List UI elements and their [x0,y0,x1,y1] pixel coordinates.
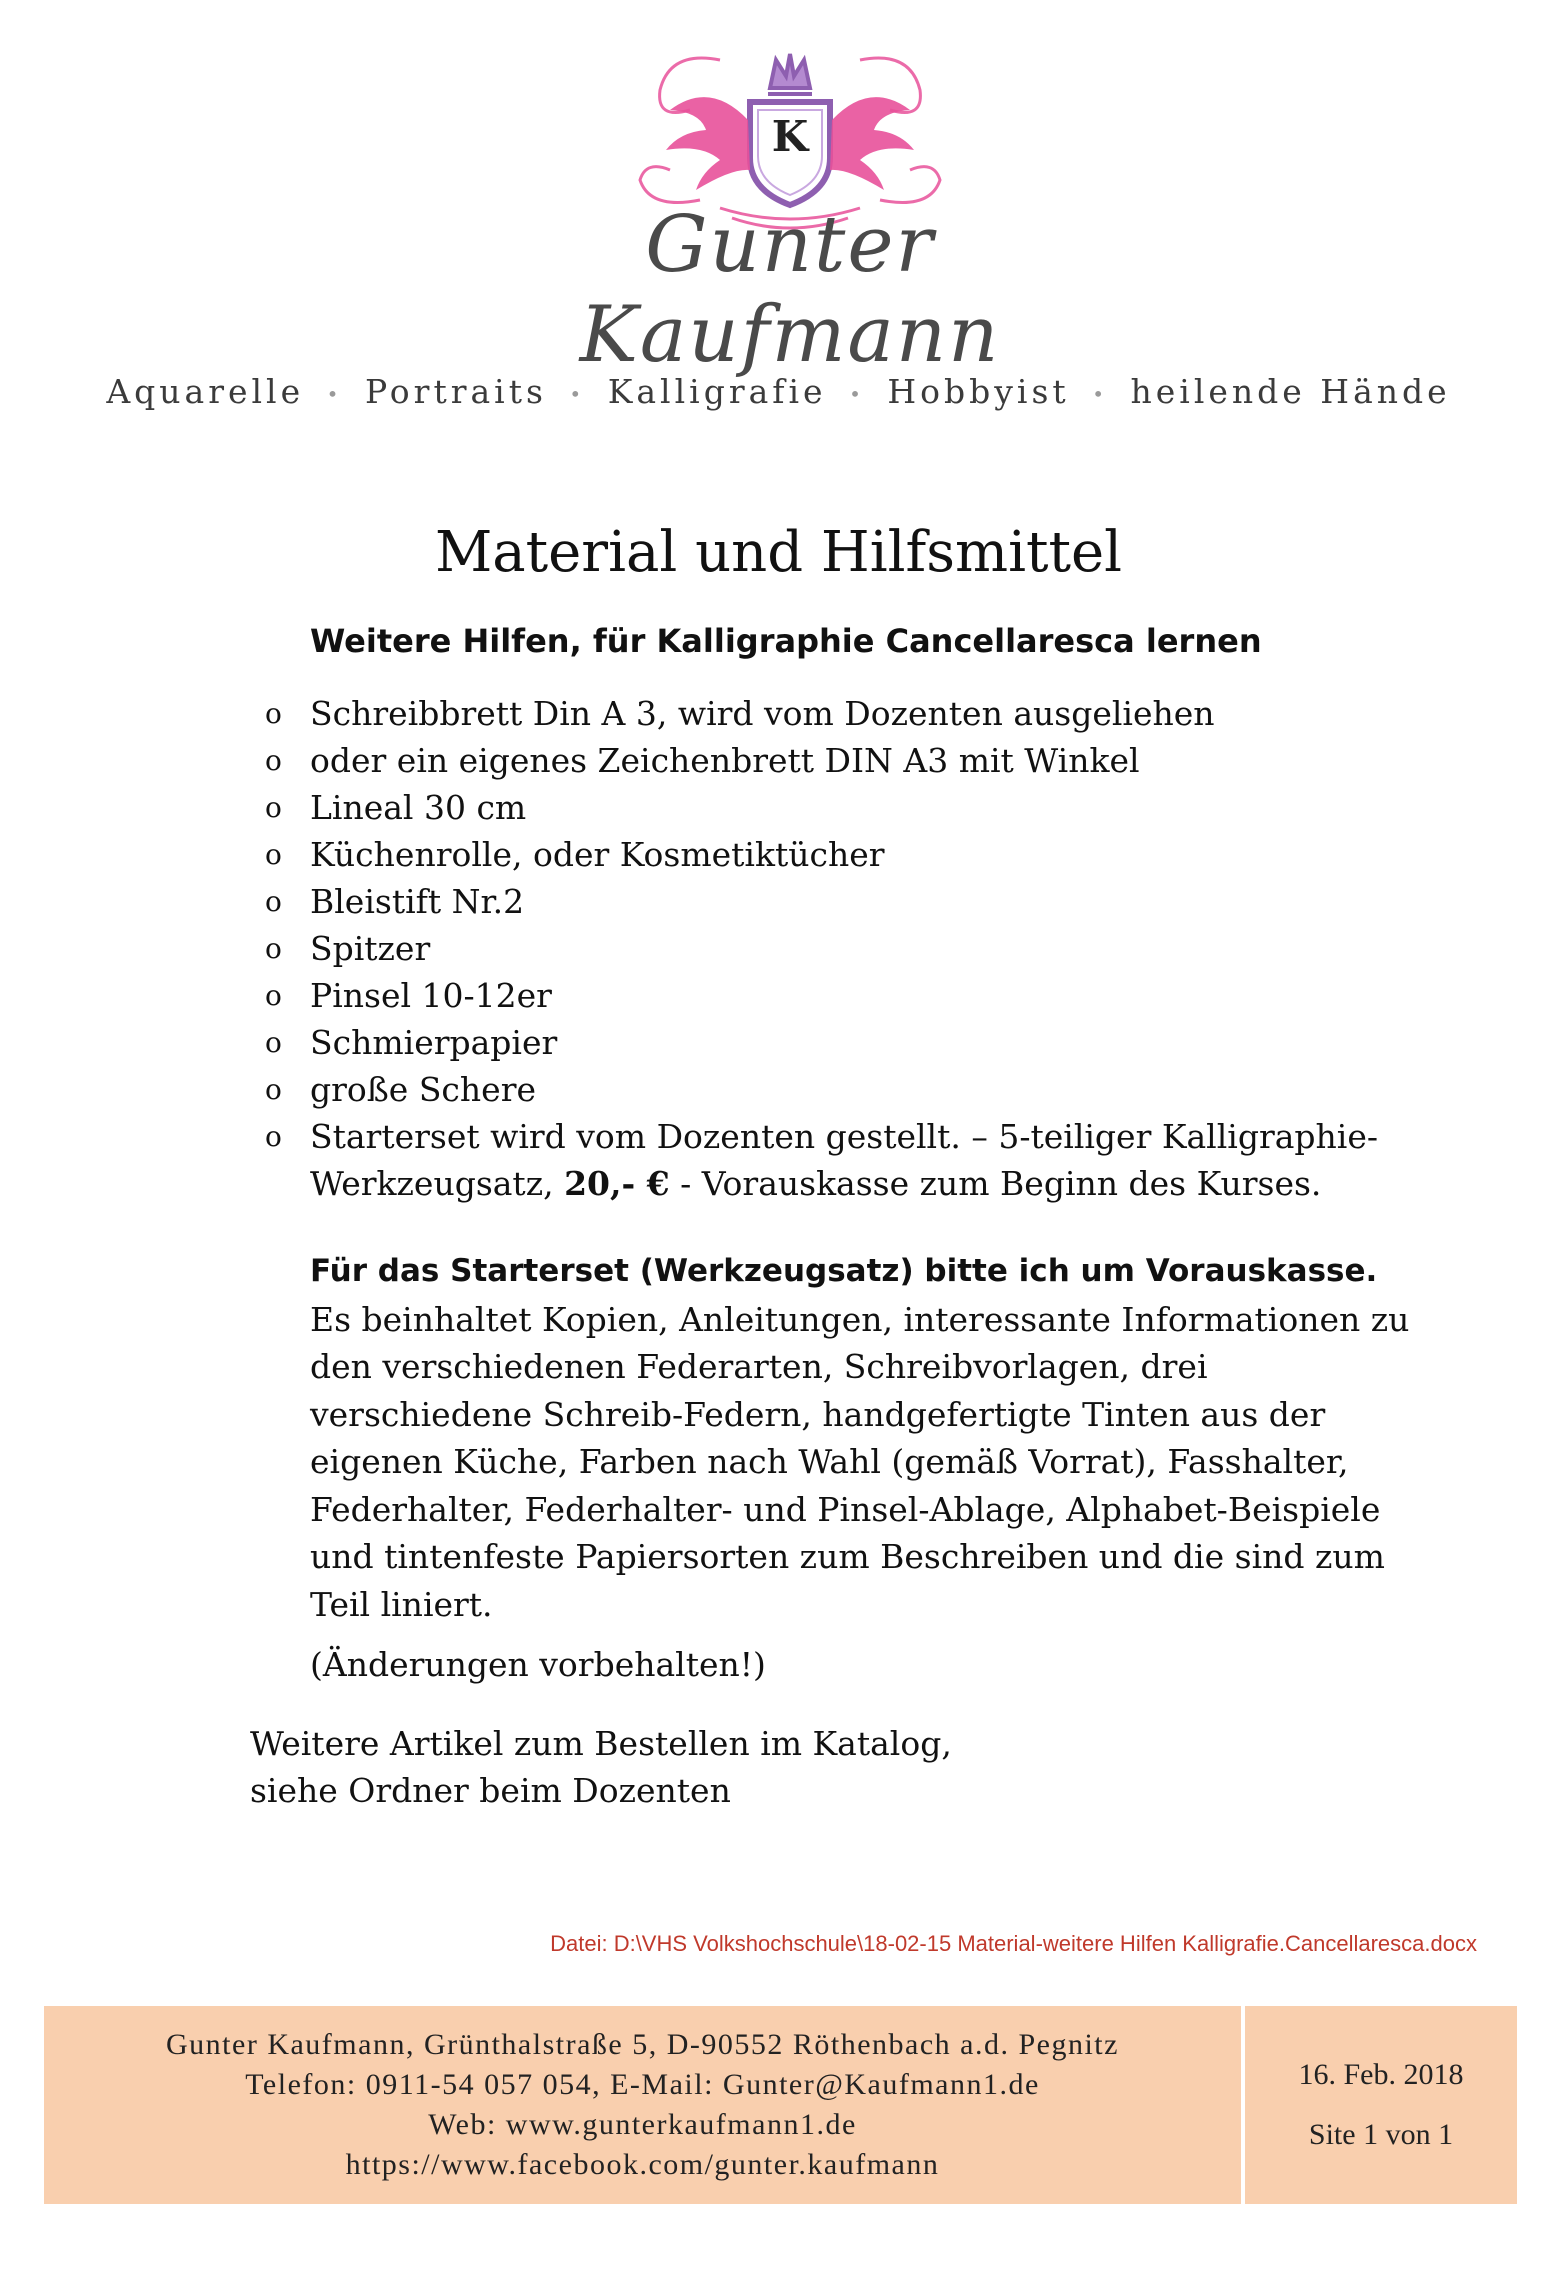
material-list [265,690,1415,1207]
catalog-note [250,1720,952,1814]
starterset-paragraph [310,1248,1420,1628]
list-item: o Küchenrolle, oder Kosmetiktücher [265,831,1415,878]
crest-logo [470,40,1110,380]
tagline-separator: • [326,382,343,406]
list-item: o Schreibbrett Din A 3, wird vom Dozenten ausgeliehen [265,690,1415,737]
list-item: o Bleistift Nr.2 [265,878,1415,925]
bullet-icon: o [265,838,282,871]
footer-date: 16. Feb. 2018 [1298,2058,1464,2091]
paragraph-line: den verschiedenen Federarten, Schreibvorlagen, drei [310,1347,1208,1386]
footer-web: Web: www.gunterkaufmann1.de [428,2108,857,2141]
catalog-line: siehe Ordner beim Dozenten [250,1771,731,1810]
bullet-icon: o [265,885,282,918]
paragraph-line: Federhalter, Federhalter- und Pinsel-Ablage, Alphabet-Beispiele [310,1489,1381,1529]
tagline-item: Portraits [364,372,547,411]
list-item: o Schmierpapier [265,1019,1415,1066]
paragraph-line: Teil liniert. [310,1584,493,1624]
footer-address: Gunter Kaufmann, Grünthalstraße 5, D-90552 Röthenbach a.d. Pegnitz [166,2028,1119,2061]
changes-note: (Änderungen vorbehalten!) [310,1645,766,1684]
tagline-separator: • [849,382,865,406]
list-item: o große Schere [265,1066,1415,1113]
footer-page: Site 1 von 1 [1308,2118,1454,2151]
tagline-item: Kalligrafie [607,372,827,411]
bullet-icon: o [265,979,282,1012]
paragraph-line: eigenen Küche, Farben nach Wahl (gemäß Vorrat), Fasshalter, [310,1442,1349,1481]
tagline-separator: • [1092,382,1108,406]
bullet-icon: o [265,1073,282,1106]
paragraph-lead: Für das Starterset (Werkzeugsatz) bitte ich um Vorauskasse. [310,1253,1378,1289]
footer [44,2006,1517,2204]
tagline-item: Hobbyist [887,372,1070,411]
page-title: Material und Hilfsmittel [434,520,1123,585]
footer-meta [1245,2006,1517,2204]
list-item: o oder ein eigenes Zeichenbrett DIN A3 mit Winkel [265,737,1415,784]
logo-monogram: K [771,112,809,161]
tagline-item: Aquarelle [106,372,305,411]
subtitle: Weitere Hilfen, für Kalligraphie Cancellaresca lernen [310,622,1262,660]
list-item: o Pinsel 10-12er [265,972,1415,1019]
logo-name-script: Gunter Kaufmann [579,200,1001,380]
bullet-icon: o [265,791,282,824]
catalog-line: Weitere Artikel zum Bestellen im Katalog, [250,1724,952,1763]
paragraph-line: verschiedene Schreib-Federn, handgefertigte Tinten aus der [310,1394,1326,1434]
paragraph-line: und tintenfeste Papiersorten zum Beschreiben und die sind zum [310,1537,1385,1576]
footer-phone-email: Telefon: 0911-54 057 054, E-Mail: Gunter@Kaufmann1.de [245,2068,1040,2101]
price: 20,- € [564,1164,670,1203]
tagline [0,372,1557,411]
tagline-separator: • [569,382,586,406]
footer-contact [44,2006,1241,2204]
list-item-starterset: o Starterset wird vom Dozenten gestellt. – 5-teiliger Kalligraphie- Werkzeugsatz, 20,- € - Vorauskasse zum Beginn des Kurses. [265,1113,1415,1207]
bullet-icon: o [265,744,282,777]
list-item: o Spitzer [265,925,1415,972]
paragraph-line: Es beinhaltet Kopien, Anleitungen, interessante Informationen zu [310,1299,1410,1339]
bullet-icon: o [265,1120,282,1153]
list-item: o Lineal 30 cm [265,784,1415,831]
tagline-item: heilende Hände [1130,372,1451,411]
file-path: Datei: D:\VHS Volkshochschule\18-02-15 Material-weitere Hilfen Kalligrafie.Cancellaresca.docx [550,1931,1477,1956]
footer-facebook: https://www.facebook.com/gunter.kaufmann [345,2148,940,2181]
bullet-icon: o [265,932,282,965]
bullet-icon: o [265,697,282,730]
bullet-icon: o [265,1026,282,1059]
